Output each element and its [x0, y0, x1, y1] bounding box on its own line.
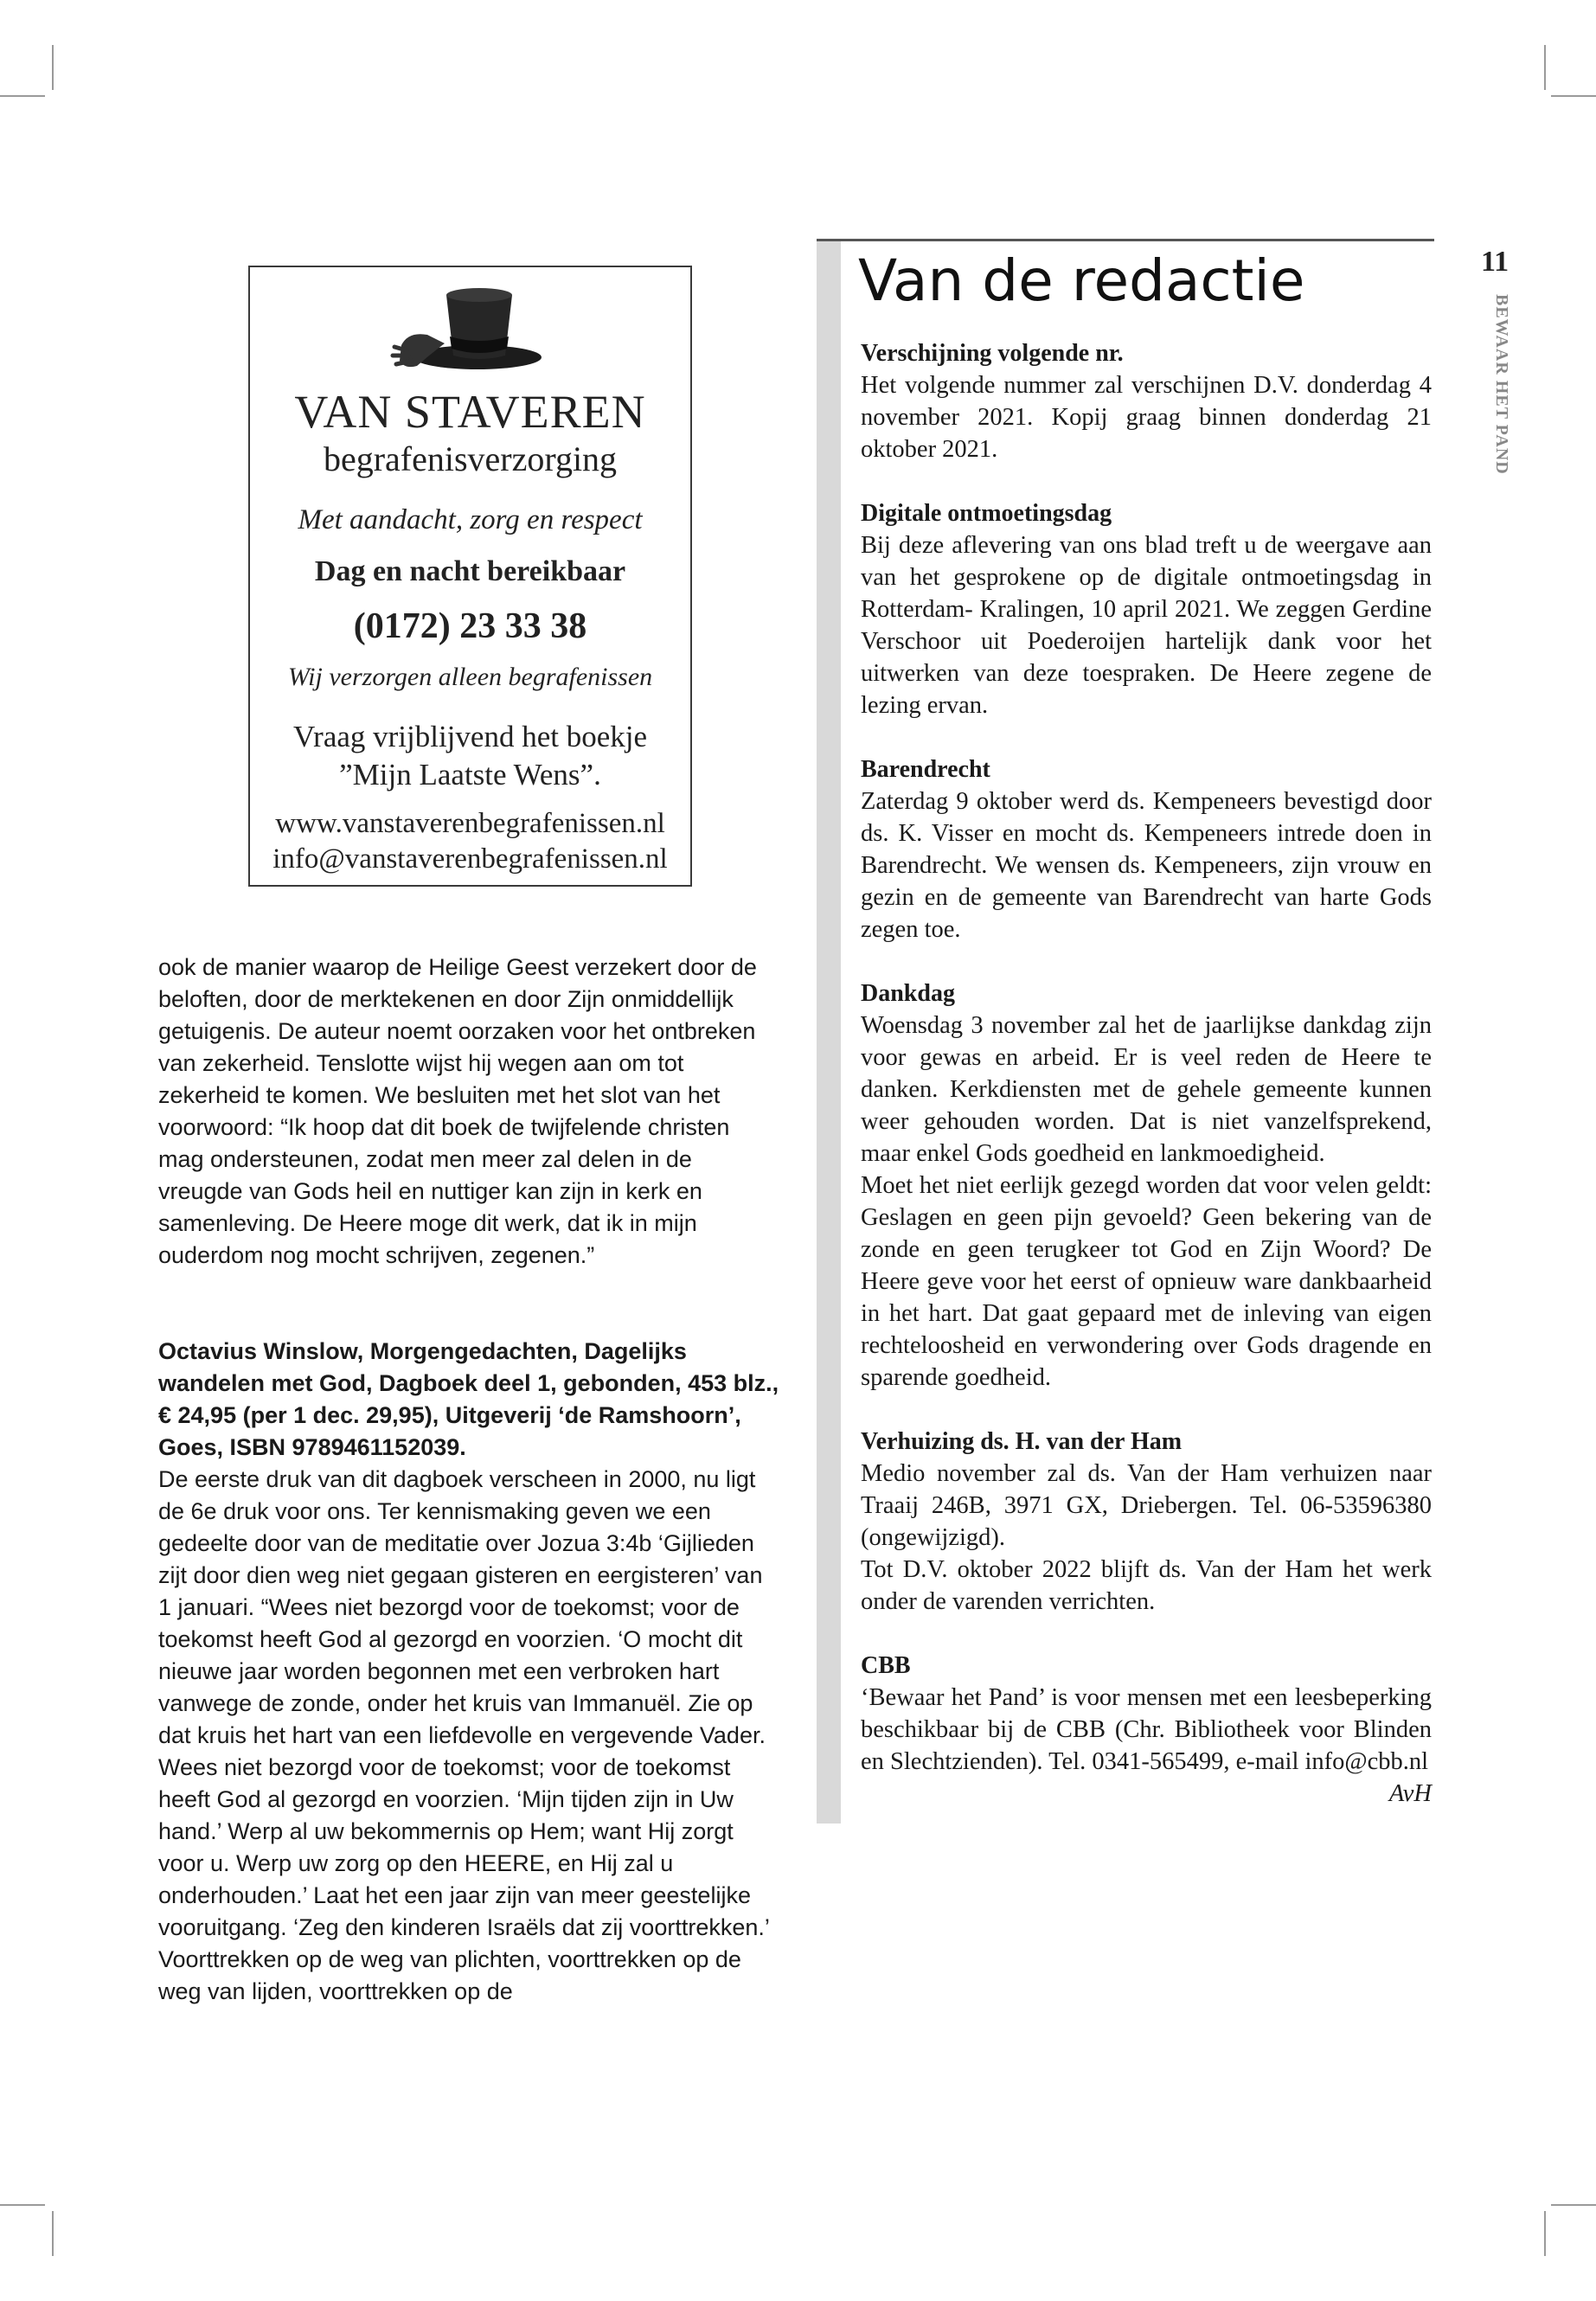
section-title: Barendrecht	[861, 756, 990, 783]
editorial-section	[861, 977, 1432, 1394]
section-body: Tot D.V. oktober 2022 blijft ds. Van der Ham het werk onder de varenden verrichten.	[861, 1556, 1432, 1615]
review-paragraph: De eerste druk van dit dagboek verscheen in 2000, nu ligt de 6e druk voor ons. Ter kennismaking geven we een gedeelte door van de meditatie over Jozua 3:4b ‘Gijlieden zijt door dien weg niet gegaan gisteren en eergisteren’ van 1 januari. “Wees niet bezorgd voor de toekomst; voor de toekomst heeft God al gezorgd en voorzien. ‘O mocht dit nieuwe jaar worden begonnen met een verbroken hart vanwege de zonde, onder het kruis van Immanuël. Zie op dat kruis het hart van een liefdevolle en vergevende Vader. Wees niet bezorgd voor de toekomst; voor de toekomst heeft God al gezorgd en voorzien. ‘Mijn tijden zijn in Uw hand.’ Werp al uw bekommernis op Hem; want Hij zorgt voor u. Werp uw zorg op den HEERE, en Hij zal u onderhouden.’ Laat het een jaar zijn van meer geestelijke vooruitgang. ‘Zeg den kinderen Israëls dat zij voorttrekken.’ Voorttrekken op de weg van plichten, voorttrekken op de weg van lijden, voorttrekken op de	[158, 1466, 769, 2004]
editorial-section	[861, 337, 1432, 465]
section-body: Moet het niet eerlijk gezegd worden dat voor velen geldt: Geslagen en geen pijn gevoeld? Geen bekering van de zonde en geen terugkeer tot God en Zijn Woord? De Heere geve voor het eerst of opnieuw ware dankbaarheid in het hart. Dat gaat gepaard met de inleving van eigen rechteloosheid en verwondering over Gods dragende en sparende goedheid.	[861, 1172, 1432, 1391]
crop-mark	[52, 45, 54, 90]
page-number: 11	[1481, 246, 1509, 278]
section-title: Dankdag	[861, 980, 955, 1007]
editorial-column	[861, 337, 1432, 1810]
crop-mark	[0, 2204, 45, 2206]
crop-mark	[1544, 45, 1546, 90]
company-name: VAN STAVEREN	[294, 386, 646, 438]
editorial-section	[861, 497, 1432, 721]
editorial-section	[861, 1426, 1432, 1618]
funeral-advertisement	[248, 266, 692, 887]
review-paragraph: ook de manier waarop de Heilige Geest verzekert door de beloften, door de merktekenen en door Zijn onmiddellijk getuigenis. De auteur noemt oorzaken voor het ontbreken van zekerheid. Tenslotte wijst hij wegen aan om tot zekerheid te komen. We besluiten met het slot van het voorwoord: “Ik hoop dat dit boek de twijfelende christen mag ondersteunen, zodat men meer zal delen in de vreugde van Gods heil en nuttiger kan zijn in kerk en samenleving. De Heere moge dit werk, dat ik in mijn ouderdom nog mocht schrijven, zegenen.”	[158, 954, 757, 1268]
booklet-offer-line-1: Vraag vrijblijvend het boekje	[292, 720, 647, 753]
tagline: Met aandacht, zorg en respect	[298, 504, 643, 535]
crop-mark	[1551, 95, 1596, 97]
section-title: Digitale ontmoetingsdag	[861, 500, 1112, 527]
editorial-section	[861, 753, 1432, 945]
crop-mark	[0, 95, 45, 97]
email-link[interactable]: info@vanstaverenbegrafenissen.nl	[272, 843, 668, 875]
availability: Dag en nacht bereikbaar	[314, 555, 626, 587]
section-body: Medio november zal ds. Van der Ham verhuizen naar Traaij 246B, 3971 GX, Driebergen. Tel. 06-53596380 (ongewijzigd).	[861, 1460, 1432, 1551]
crop-mark	[52, 2211, 54, 2256]
section-title: Verschijning volgende nr.	[861, 340, 1124, 367]
section-body: Woensdag 3 november zal het de jaarlijkse dankdag zijn voor gewas en arbeid. Er is veel reden de Heere te danken. Kerkdiensten met de gehele gemeente kunnen weer gehouden worden. Dat is niet vanzelfsprekend, maar enkel Gods goedheid en lankmoedigheid.	[861, 1012, 1432, 1167]
booklet-offer-line-2: ”Mijn Laatste Wens”.	[339, 757, 601, 792]
service-note: Wij verzorgen alleen begrafenissen	[287, 663, 653, 691]
left-column	[158, 952, 781, 2008]
spacer	[158, 1272, 781, 1336]
section-body: Het volgende nummer zal verschijnen D.V. donderdag 4 november 2021. Kopij graag binnen donderdag 21 oktober 2021.	[861, 372, 1432, 463]
crop-mark	[1544, 2211, 1546, 2256]
column-sidebar-bar	[817, 239, 841, 1823]
top-hat-icon	[384, 283, 557, 376]
book-title: Octavius Winslow, Morgengedachten, Dagelijks wandelen met God, Dagboek deel 1, gebonden, 453 blz., € 24,95 (per 1 dec. 29,95), Uitgeverij ‘de Ramshoorn’, Goes, ISBN 9789461152039.	[158, 1338, 779, 1460]
booklet-offer	[250, 718, 690, 794]
section-body: Zaterdag 9 oktober werd ds. Kempeneers bevestigd door ds. K. Visser en mocht ds. Kempeneers intrede doen in Barendrecht. We wensen ds. Kempeneers, zijn vrouw en gezin en de gemeente van Barendrecht van harte Gods zegen toe.	[861, 788, 1432, 943]
publication-side-label: BEWAAR HET PAND	[1492, 294, 1511, 475]
section-title: Verhuizing ds. H. van der Ham	[861, 1428, 1183, 1455]
section-body: ‘Bewaar het Pand’ is voor mensen met een leesbeperking beschikbaar bij de CBB (Chr. Bibliotheek voor Blinden en Slechtzienden). Tel. 0341-565499, e-mail info@cbb.nl	[861, 1684, 1432, 1775]
section-body: Bij deze aflevering van ons blad treft u de weergave aan van het gesprokene op de digitale ontmoetingsdag in Rotterdam- Kralingen, 10 april 2021. We zeggen Gerdine Verschoor uit Poederoijen hartelijk dank voor het uitwerken van deze toespraken. De Heere zegene de lezing ervan.	[861, 532, 1432, 719]
company-subtitle: begrafenisverzorging	[323, 439, 618, 478]
phone-number: (0172) 23 33 38	[353, 606, 587, 646]
contact-info	[250, 806, 690, 878]
website-link[interactable]: www.vanstaverenbegrafenissen.nl	[275, 807, 665, 839]
crop-mark	[1551, 2204, 1596, 2206]
section-title: CBB	[861, 1652, 911, 1679]
header-rule	[817, 239, 1434, 241]
editorial-section	[861, 1650, 1432, 1778]
section-header: Van de redactie	[858, 247, 1305, 314]
editor-signature: AvH	[1388, 1780, 1432, 1807]
